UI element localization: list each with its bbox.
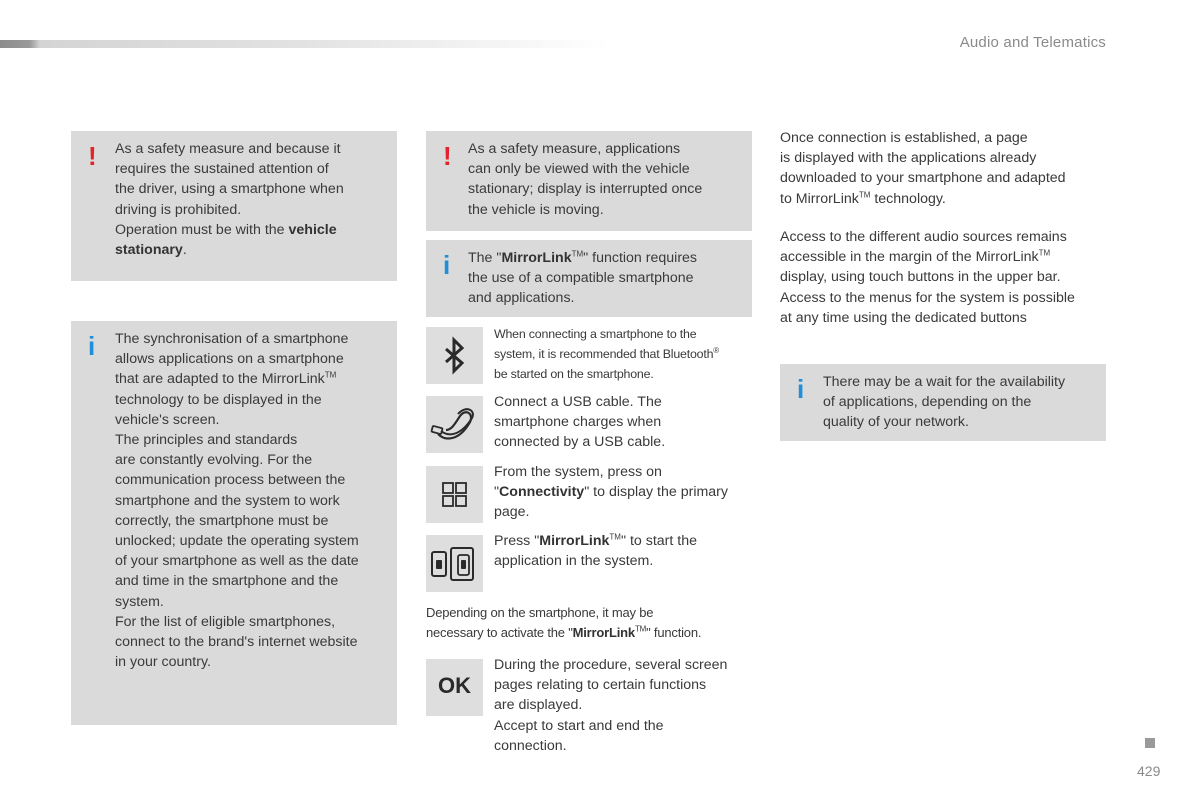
text-span: that are adapted to the MirrorLink [115,371,325,388]
trademark-mark: TM [571,249,584,259]
text-line: allows applications on a smartphone [115,351,344,368]
text-span: necessary to activate the " [426,625,573,641]
text-line: As a safety measure and because it [115,141,341,157]
text-span: " function. [646,625,702,641]
info-icon: i [88,331,96,361]
info-icon: i [797,374,805,404]
text-span: Press " [494,533,540,549]
text-span: " to display the primary [584,484,729,501]
text-line [780,247,1120,267]
warning-box-applications [426,131,752,231]
text-line: page. [494,504,530,521]
bold-vehicle: vehicle [288,221,337,238]
text-line [115,369,395,389]
text-line [494,482,756,502]
text-line: There may be a wait for the availability [823,374,1066,390]
step-usb-text [494,392,756,453]
text-line: the use of a compatible smartphone [468,270,694,287]
text-span: The " [468,250,502,266]
info-text [115,329,395,672]
text-line: of applications, depending on the [823,394,1032,411]
info-box-network-wait [780,364,1106,441]
text-line: communication process between the [115,472,346,489]
page-marker [1145,738,1155,748]
text-line: smartphone charges when [494,414,662,431]
text-line: and applications. [468,290,575,307]
text-line: of your smartphone as well as the date [115,553,359,570]
text-line: application in the system. [494,553,654,570]
text-line [780,189,1120,209]
text-line [115,220,390,240]
text-line: the driver, using a smartphone when [115,181,344,198]
step-connectivity-text [494,462,756,523]
info-text [823,372,1103,433]
ok-icon: OK [438,673,471,698]
text-line: Accept to start and end the [494,717,664,734]
text-line: The synchronisation of a smartphone [115,331,349,347]
text-line: system. [115,593,164,610]
trademark-mark: TM [858,189,871,199]
text-line: As a safety measure, applications [468,141,681,157]
text-line: are constantly evolving. For the [115,452,313,469]
mirrorlink-phone-icon [426,535,483,592]
text-line: are displayed. [494,697,583,714]
bold-connectivity: Connectivity [499,484,585,501]
step-bluetooth-text [494,324,756,384]
bluetooth-icon-box [426,327,483,384]
text-line: is displayed with the applications already [780,150,1037,167]
registered-mark: ® [713,345,719,355]
paragraph-audio-sources [780,227,1120,328]
info-box-mirrorlink-requirement [426,240,752,317]
text-line: Once connection is established, a page [780,130,1028,146]
bold-mirrorlink: MirrorLink [501,250,572,266]
step-mirrorlink-text [494,531,756,571]
connectivity-grid-icon [426,466,483,523]
bold-mirrorlink: MirrorLink [572,625,635,641]
text-span: " function requires [583,250,698,266]
page-number: 429 [1137,763,1161,779]
text-line: From the system, press on [494,464,662,480]
text-line: driving is prohibited. [115,201,242,218]
text-line: Connect a USB cable. The [494,394,662,410]
text-span: to MirrorLink [780,190,859,207]
text-line [494,531,756,551]
ok-icon-box [426,659,483,716]
text-span: " [494,484,500,501]
connectivity-icon-box [426,466,483,523]
text-span: " to start the [620,533,697,549]
text-line: connected by a USB cable. [494,434,666,451]
text-line: correctly, the smartphone must be [115,512,329,529]
usb-cable-icon [426,396,483,453]
text-line: the vehicle is moving. [468,201,604,218]
text-line: The principles and standards [115,432,298,449]
text-line: During the procedure, several screen [494,657,728,673]
text-line: smartphone and the system to work [115,492,340,509]
note-smartphone-activation [426,603,756,643]
text-line: be started on the smartphone. [494,367,654,381]
text-line: technology to be displayed in the [115,391,322,408]
trademark-mark: TM [609,532,621,542]
text-line: For the list of eligible smartphones, [115,613,336,630]
text-line: vehicle's screen. [115,411,220,428]
step-ok-text [494,655,756,756]
bold-mirrorlink: MirrorLink [539,533,610,549]
text-line [115,240,390,260]
text-line: requires the sustained attention of [115,161,329,178]
trademark-mark: TM [634,624,647,634]
text-line [426,623,756,643]
info-box-synchronisation [71,321,397,725]
text-line [494,344,756,364]
text-span: technology. [870,190,946,207]
bluetooth-icon [426,327,483,384]
text-line: connect to the brand's internet website [115,634,358,651]
warning-icon: ! [88,141,97,171]
warning-text [468,139,748,220]
text-line: can only be viewed with the vehicle [468,161,690,178]
text-line: When connecting a smartphone to the [494,327,697,341]
text-line: at any time using the dedicated buttons [780,309,1027,326]
text-span: Operation must be with the [115,221,285,238]
warning-icon: ! [443,141,452,171]
info-icon: i [443,250,451,280]
usb-icon-box [426,396,483,453]
text-line: quality of your network. [823,414,969,431]
paragraph-connection-established [780,128,1120,209]
text-line: Access to the menus for the system is possible [780,289,1075,306]
text-line: stationary; display is interrupted once [468,181,703,198]
text-line: connection. [494,737,567,754]
section-title: Audio and Telematics [959,34,1106,51]
mirrorlink-icon-box [426,535,483,592]
text-line: in your country. [115,654,211,671]
text-span: system, it is recommended that Bluetooth [494,347,714,361]
text-line: Depending on the smartphone, it may be [426,605,654,620]
warning-text [115,139,390,260]
text-line: display, using touch buttons in the upper bar. [780,269,1061,286]
trademark-mark: TM [324,370,337,380]
trademark-mark: TM [1038,248,1051,258]
text-span: . [182,242,187,259]
bold-stationary: stationary [115,242,183,259]
text-span: accessible in the margin of the MirrorLink [780,249,1039,266]
info-text [468,248,748,309]
text-line: Access to the different audio sources remains [780,229,1067,245]
warning-box-smartphone-driving [71,131,397,281]
text-line: pages relating to certain functions [494,677,707,694]
text-line: and time in the smartphone and the [115,573,339,590]
text-line: downloaded to your smartphone and adapted [780,170,1066,187]
header-gradient-bar [0,40,610,48]
text-line [468,248,748,268]
text-line: unlocked; update the operating system [115,533,359,550]
